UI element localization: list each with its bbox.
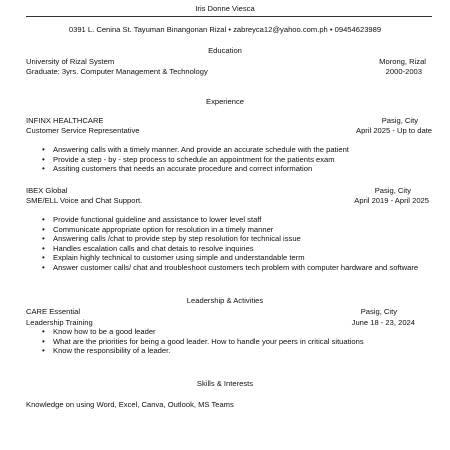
job-bullet-list	[41, 145, 441, 174]
list-item: • Assiting customers that needs an accurate procedure and correct information	[41, 164, 441, 174]
contact-line: 0391 L. Cenina St. Tayuman Binangonan Rizal • zabreyca12@yahoo.com.ph • 09454623989	[68, 25, 382, 34]
job-company: IBEX Global	[26, 186, 68, 195]
job-location: Pasig, City	[374, 186, 411, 195]
list-item: • Provide functional guideline and assistance to lower level staff	[41, 215, 426, 225]
job-title: SME/ELL Voice and Chat Support.	[26, 196, 143, 205]
job-company: INFINX HEALTHCARE	[26, 116, 104, 125]
education-school: University of Rizal System	[26, 57, 115, 66]
section-heading-education: Education	[208, 46, 242, 55]
section-heading-skills: Skills & Interests	[196, 379, 254, 388]
education-detail: Graduate: 3yrs. Computer Management & Technology	[26, 67, 208, 76]
list-item: • Answering calls with a timely manner. And provide an accurate schedule with the patient	[41, 145, 441, 155]
education-location: Morong, Rizal	[379, 57, 426, 66]
skills-text: Knowledge on using Word, Excel, Canva, Outlook, MS Teams	[26, 400, 234, 409]
list-item: • Explain highly technical to customer using simple and understandable term	[41, 253, 426, 263]
job-dates: April 2025 - Up to date	[356, 126, 432, 135]
education-years: 2000-2003	[385, 67, 422, 76]
list-item: • Provide a step - by - step process to schedule an appointment for the patients exam	[41, 155, 441, 165]
list-item: • Handles escalation calls and chat detais to resolve inquiries	[41, 244, 426, 254]
leadership-dates: June 18 - 23, 2024	[351, 318, 415, 327]
leadership-title: Leadership Training	[26, 318, 93, 327]
list-item: • Know the responsibility of a leader.	[41, 346, 441, 356]
list-item: • Communicate appropriate option for resolution in a timely manner	[41, 225, 426, 235]
job-bullet-list	[41, 215, 426, 272]
list-item: • Answering calls /chat to provide step by step resolution for technical issue	[41, 234, 426, 244]
leadership-bullet-list	[41, 327, 441, 356]
job-dates: April 2019 - April 2025	[354, 196, 429, 205]
section-heading-experience: Experience	[206, 97, 244, 106]
list-item: • Know how to be a good leader	[41, 327, 441, 337]
list-item: • Answer customer calls/ chat and troubleshoot customers tech problem with computer hardware and software	[41, 263, 426, 273]
job-location: Pasig, City	[381, 116, 418, 125]
resume-name: Iris Donne Viesca	[195, 4, 255, 13]
header-divider	[26, 16, 432, 17]
leadership-location: Pasig, City	[360, 307, 397, 316]
section-heading-leadership: Leadership & Activities	[186, 296, 264, 305]
list-item: • What are the priorities for being a good leader. How to handle your peers in critical situations	[41, 337, 441, 347]
job-title: Customer Service Representative	[26, 126, 140, 135]
leadership-org: CARE Essential	[26, 307, 81, 316]
